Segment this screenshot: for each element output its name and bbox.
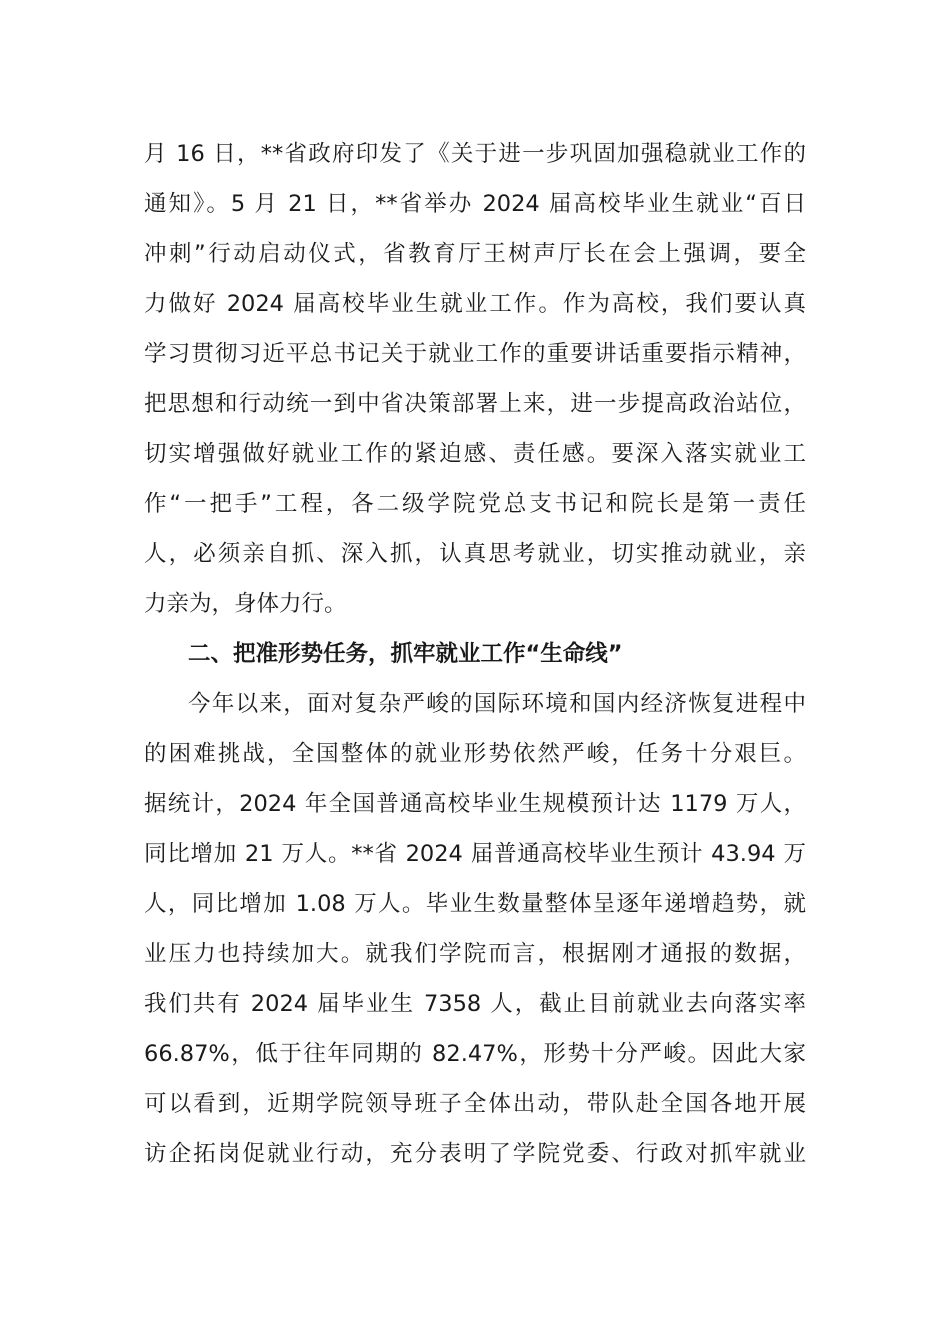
text-line: 我们共有 2024 届毕业生 7358 人，截止目前就业去向落实率 <box>144 991 806 1017</box>
text-line: 通知》。5 月 21 日，**省举办 2024 届高校毕业生就业“百日 <box>144 191 806 217</box>
text-line: 人，必须亲自抓、深入抓，认真思考就业，切实推动就业，亲 <box>144 541 806 567</box>
text-line: 66.87%，低于往年同期的 82.47%，形势十分严峻。因此大家 <box>144 1041 806 1067</box>
text-line: 学习贯彻习近平总书记关于就业工作的重要讲话重要指示精神， <box>144 341 806 367</box>
text-line: 力做好 2024 届高校毕业生就业工作。作为高校，我们要认真 <box>144 291 806 317</box>
text-line: 同比增加 21 万人。**省 2024 届普通高校毕业生预计 43.94 万 <box>144 841 806 867</box>
text-line: 访企拓岗促就业行动，充分表明了学院党委、行政对抓牢就业 <box>144 1141 806 1167</box>
text-line: 月 16 日，**省政府印发了《关于进一步巩固加强稳就业工作的 <box>144 141 806 167</box>
document-body <box>144 129 806 1179</box>
text-line: 切实增强做好就业工作的紧迫感、责任感。要深入落实就业工 <box>144 441 806 467</box>
text-line: 今年以来，面对复杂严峻的国际环境和国内经济恢复进程中 <box>188 691 806 717</box>
text-line: 人，同比增加 1.08 万人。毕业生数量整体呈逐年递增趋势，就 <box>144 891 806 917</box>
text-line: 冲刺”行动启动仪式，省教育厅王树声厅长在会上强调，要全 <box>144 241 806 267</box>
section-heading: 二、把准形势任务，抓牢就业工作“生命线” <box>188 641 623 667</box>
text-line: 力亲为，身体力行。 <box>144 591 347 617</box>
text-line: 业压力也持续加大。就我们学院而言，根据刚才通报的数据， <box>144 941 806 967</box>
text-line: 把思想和行动统一到中省决策部署上来，进一步提高政治站位， <box>144 391 806 417</box>
text-line: 可以看到，近期学院领导班子全体出动，带队赴全国各地开展 <box>144 1091 806 1117</box>
paragraph-2 <box>144 679 806 1179</box>
text-line: 据统计，2024 年全国普通高校毕业生规模预计达 1179 万人， <box>144 791 806 817</box>
text-line: 的困难挑战，全国整体的就业形势依然严峻，任务十分艰巨。 <box>144 741 806 767</box>
text-line: 作“一把手”工程，各二级学院党总支书记和院长是第一责任 <box>144 491 806 517</box>
paragraph-1 <box>144 129 806 629</box>
